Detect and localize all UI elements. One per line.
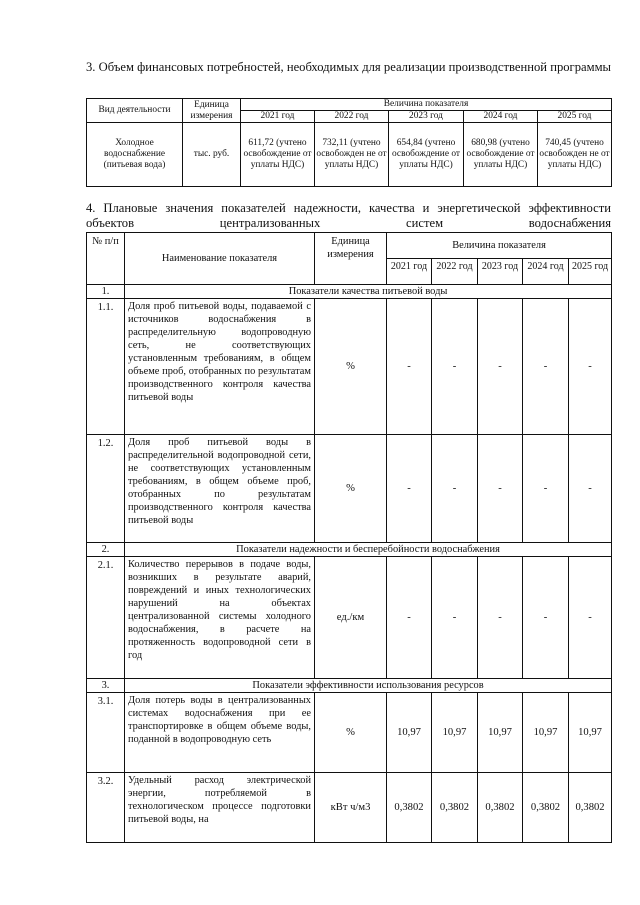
year-header: 2024 год	[523, 259, 569, 285]
value-cell: -	[569, 299, 612, 435]
value-cell: -	[387, 299, 432, 435]
value-cell: -	[569, 557, 612, 679]
value-cell: -	[523, 435, 569, 543]
unit-cell: ед./км	[315, 557, 387, 679]
year-header: 2022 год	[315, 111, 389, 123]
section-num: 1.	[87, 285, 125, 299]
unit-cell: тыс. руб.	[183, 123, 241, 187]
value-cell: -	[387, 435, 432, 543]
value-cell: -	[569, 435, 612, 543]
col-header-num: № п/п	[87, 233, 125, 285]
section-title: Показатели качества питьевой воды	[125, 285, 612, 299]
value-cell: 680,98 (учтено освобождение от уплаты НДС)	[464, 123, 538, 187]
col-header-activity: Вид деятельности	[87, 99, 183, 123]
value-cell: 10,97	[387, 693, 432, 773]
year-header: 2023 год	[478, 259, 523, 285]
year-header: 2025 год	[569, 259, 612, 285]
value-cell: 0,3802	[523, 773, 569, 843]
col-header-value: Величина показателя	[241, 99, 612, 111]
value-cell: 732,11 (учтено освобожден не от уплаты НДС)	[315, 123, 389, 187]
row-num: 2.1.	[87, 557, 125, 679]
section-title: Показатели эффективности использования ресурсов	[125, 679, 612, 693]
section-num: 3.	[87, 679, 125, 693]
col-header-value: Величина показателя	[387, 233, 612, 259]
unit-cell: кВт ч/м3	[315, 773, 387, 843]
year-header: 2021 год	[387, 259, 432, 285]
value-cell: -	[478, 557, 523, 679]
value-cell: 10,97	[569, 693, 612, 773]
indicators-table	[86, 232, 612, 843]
year-header: 2024 год	[464, 111, 538, 123]
indicator-name: Количество перерывов в подаче воды, возникших в результате аварий, повреждений и иных технологических нарушений на объектах централизованной системы холодного водоснабжения, в расчете на протяженность водопроводной сети в год	[125, 557, 315, 679]
value-cell: 10,97	[523, 693, 569, 773]
value-cell: 654,84 (учтено освобождение от уплаты НДС)	[389, 123, 464, 187]
value-cell: -	[478, 299, 523, 435]
col-header-name: Наименование показателя	[125, 233, 315, 285]
year-header: 2022 год	[432, 259, 478, 285]
value-cell: -	[523, 557, 569, 679]
row-num: 3.1.	[87, 693, 125, 773]
value-cell: 0,3802	[432, 773, 478, 843]
value-cell: 0,3802	[387, 773, 432, 843]
value-cell: -	[478, 435, 523, 543]
section-title: Показатели надежности и бесперебойности водоснабжения	[125, 543, 612, 557]
section-3-heading: 3. Объем финансовых потребностей, необходимых для реализации производственной программы	[86, 60, 611, 74]
year-header: 2021 год	[241, 111, 315, 123]
col-header-unit: Единица измерения	[183, 99, 241, 123]
value-cell: 611,72 (учтено освобождение от уплаты НДС)	[241, 123, 315, 187]
value-cell: 10,97	[432, 693, 478, 773]
row-num: 1.2.	[87, 435, 125, 543]
indicator-name: Доля проб питьевой воды, подаваемой с источников водоснабжения в распределительную водопроводную сеть, не соответствующих установленным требованиям, в общем объеме проб, отобранных по результатам производственного контроля качества питьевой воды	[125, 299, 315, 435]
value-cell: -	[432, 435, 478, 543]
financial-needs-table	[86, 98, 612, 187]
value-cell: 10,97	[478, 693, 523, 773]
value-cell: -	[523, 299, 569, 435]
indicator-name: Удельный расход электрической энергии, потребляемой в технологическом процессе подготовки питьевой воды, на	[125, 773, 315, 843]
year-header: 2023 год	[389, 111, 464, 123]
value-cell: 740,45 (учтено освобожден не от уплаты НДС)	[538, 123, 612, 187]
activity-cell: Холодное водоснабжение (питьевая вода)	[87, 123, 183, 187]
indicator-name: Доля потерь воды в централизованных системах водоснабжения при ее транспортировке в общем объеме воды, поданной в водопроводную сеть	[125, 693, 315, 773]
unit-cell: %	[315, 693, 387, 773]
value-cell: 0,3802	[478, 773, 523, 843]
section-4-heading: 4. Плановые значения показателей надежности, качества и энергетической эффективности объектов централизованных систем водоснабжения	[86, 201, 611, 230]
value-cell: -	[432, 557, 478, 679]
unit-cell: %	[315, 435, 387, 543]
value-cell: 0,3802	[569, 773, 612, 843]
indicator-name: Доля проб питьевой воды в распределительной водопроводной сети, не соответствующих установленным требованиям, в общем объеме проб, отобранных по результатам производственного контроля качества питьевой воды	[125, 435, 315, 543]
row-num: 1.1.	[87, 299, 125, 435]
year-header: 2025 год	[538, 111, 612, 123]
row-num: 3.2.	[87, 773, 125, 843]
unit-cell: %	[315, 299, 387, 435]
col-header-unit: Единица измерения	[315, 233, 387, 285]
section-num: 2.	[87, 543, 125, 557]
value-cell: -	[432, 299, 478, 435]
value-cell: -	[387, 557, 432, 679]
